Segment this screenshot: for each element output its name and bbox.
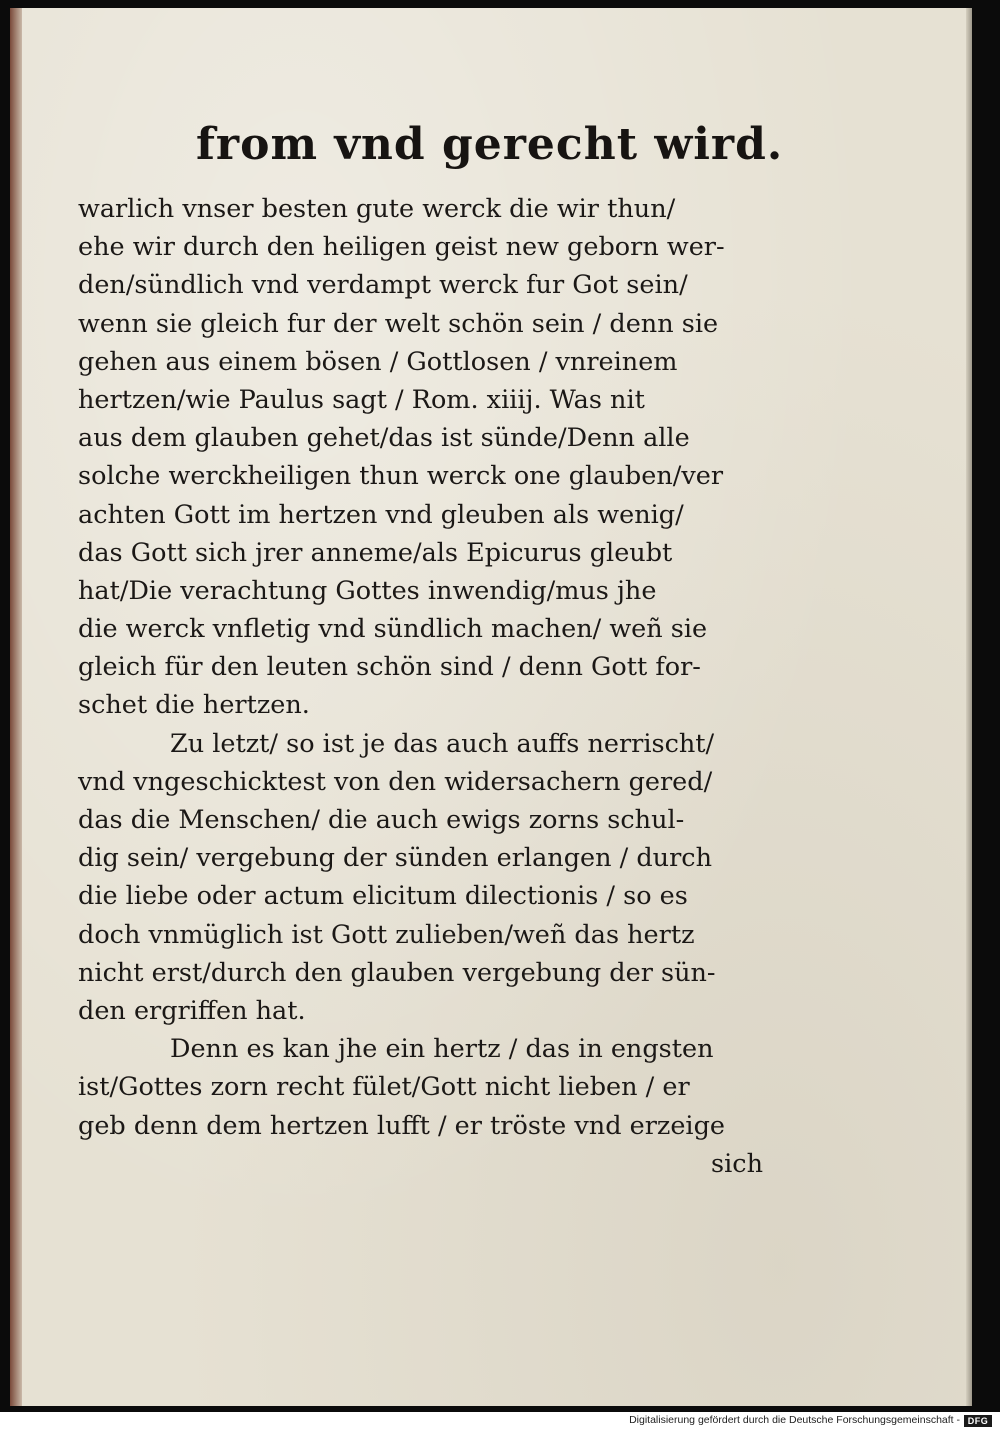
body-text [78, 190, 763, 1183]
text-line: den ergriffen hat. [78, 995, 306, 1026]
text-line: doch vnmüglich ist Gott zulieben/weñ das hertz [78, 919, 695, 950]
text-line: die werck vnfletig vnd sündlich machen/ weñ sie [78, 614, 708, 645]
paragraph-start-line: Zu letzt/ so ist je das auch auffs nerrischt/ [170, 728, 715, 759]
text-line: den/sündlich vnd verdampt werck fur Got sein/ [78, 270, 688, 301]
text-line: die liebe oder actum elicitum dilectionis / so es [78, 881, 688, 912]
text-line: nicht erst/durch den glauben vergebung der sün- [78, 957, 716, 988]
footer-bar [0, 1412, 1000, 1430]
text-line: hat/Die verachtung Gottes inwendig/mus jhe [78, 575, 657, 606]
text-line: geb denn dem hertzen lufft / er tröste vnd erzeige [78, 1110, 726, 1141]
text-line: gleich für den leuten schön sind / denn Gott for- [78, 652, 701, 683]
text-line: das Gott sich jrer anneme/als Epicurus gleubt [78, 537, 673, 568]
text-line: schet die hertzen. [78, 690, 310, 721]
text-line: ist/Gottes zorn recht fület/Gott nicht lieben / er [78, 1072, 690, 1103]
paragraph-start-line: Denn es kan jhe ein hertz / das in engsten [170, 1034, 714, 1065]
text-line: gehen aus einem bösen / Gottlosen / vnreinem [78, 346, 678, 377]
funding-credit: Digitalisierung gefördert durch die Deutsche Forschungsgemeinschaft - [629, 1414, 960, 1426]
text-line: aus dem glauben gehet/das ist sünde/Denn alle [78, 423, 690, 454]
catchword: sich [711, 1148, 763, 1179]
text-line: das die Menschen/ die auch ewigs zorns schul- [78, 805, 685, 835]
text-line: wenn sie gleich fur der welt schön sein / denn sie [78, 308, 719, 339]
running-heading: from vnd gerecht wird. [196, 119, 784, 170]
text-line: ehe wir durch den heiligen geist new geborn wer- [78, 232, 725, 263]
page-edge [966, 8, 972, 1406]
dfg-logo: DFG [964, 1415, 992, 1427]
text-line: warlich vnser besten gute werck die wir thun/ [78, 194, 676, 224]
page-gutter [10, 8, 22, 1406]
text-line: achten Gott im hertzen vnd gleuben als wenig/ [78, 499, 684, 530]
text-line: dig sein/ vergebung der sünden erlangen / durch [78, 843, 712, 874]
text-line: hertzen/wie Paulus sagt / Rom. xiiij. Was nit [78, 384, 645, 415]
text-line: vnd vngeschicktest von den widersachern gered/ [78, 766, 713, 797]
text-line: solche werckheiligen thun werck one glauben/ver [78, 461, 724, 492]
